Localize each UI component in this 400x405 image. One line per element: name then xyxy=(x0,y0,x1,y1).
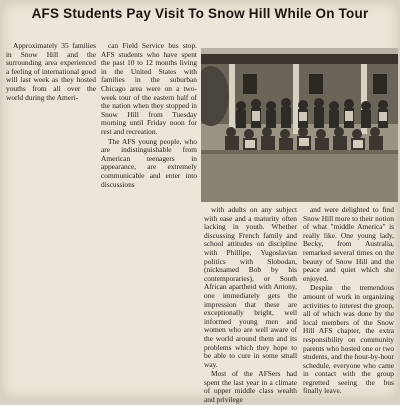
article-column-4 xyxy=(303,206,394,396)
article-column-3 xyxy=(204,206,297,405)
group-photo xyxy=(201,48,398,202)
paragraph: Despite the tremendous amount of work in organizing activities to interest the group, all of which was done by the local members of the Snow Hill AFS chapter, the extra responsibility on community parents who hosted one or two students, and the hour-by-hour schedule, everyone who came in contact with the group regretted seeing the bus finally leave. xyxy=(303,283,394,396)
headline: AFS Students Pay Visit To Snow Hill While On Tour xyxy=(31,6,369,21)
paragraph: Approximately 35 families in Snow Hill and the surrounding area experienced a feeling of international good will last week as they hosted youths from all over the world during the Ameri- xyxy=(6,41,96,102)
paragraph: The AFS young people, who are indistinguishable from American teenagers in appearance, are extremely communicable and enter into discussions xyxy=(101,136,197,189)
paragraph: and were delighted to find Snow Hill more to their notion of what "middle America" is really like. One young lady, Becky, from Australia, remarked several times on the beauty of Snow Hill and the peace and quiet which she enjoyed. xyxy=(303,205,394,283)
article-column-1 xyxy=(6,42,96,102)
paragraph: with adults on any subject with ease and a maturity often lacking in youth. Whether discussing French family and school attitudes on discipline with Phillipe, Yugoslavian politics with Slobodan, (nicknamed Bob by his contemporaries), or South African apartheid with Antony, one immediately gets the impression that these are exceptionally bright, well informed young men and women who are well aware of the world around them and its problems which they hope to be able to cure in some small way. xyxy=(204,205,297,369)
paragraph: can Field Service bus stop. AFS students who have spent the past 10 to 12 months living in the United States with families in the suburban Chicago area were on a two-week tour of the eastern half of the nation when they stopped in Snow Hill from Tuesday morning until Friday noon for rest and recreation. xyxy=(101,41,197,136)
paragraph: Most of the AFSers had spent the last year in a climate of upper middle class wealth and privilege xyxy=(204,369,297,405)
article-column-2 xyxy=(101,42,197,189)
